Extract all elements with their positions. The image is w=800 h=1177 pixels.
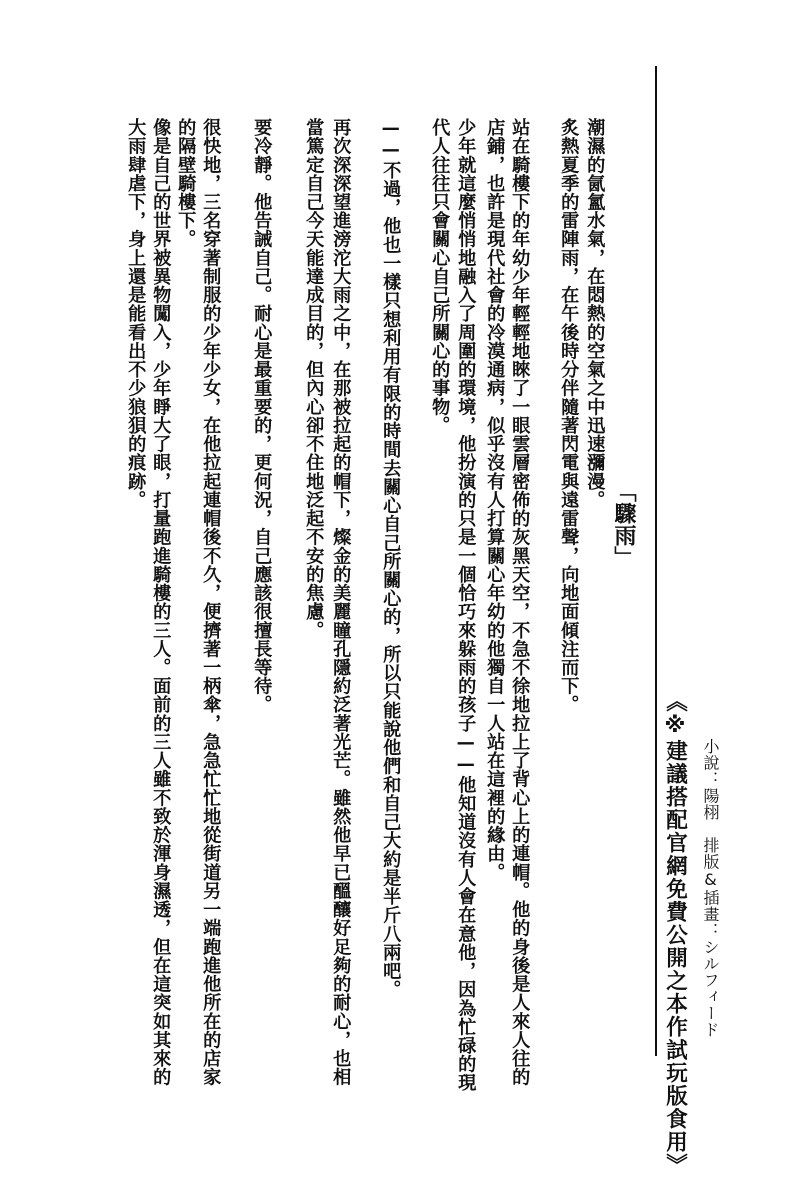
text-column: 像是自己的世界被異物闖入，少年睜大了眼，打量跑進騎樓的三人。面前的三人雖不致於渾身濕透，但在這突如其來的 — [150, 118, 172, 1087]
text-column: 炙熱夏季的雷陣雨，在午後時分伴隨著閃電與遠雷聲，向地面傾注而下。 — [558, 118, 580, 714]
text-column: 代人往往只會關心自己所關心的事物。 — [429, 118, 451, 435]
story-title: 「驟雨」 — [611, 480, 636, 568]
header-divider — [655, 66, 657, 1056]
text-column: 少年就這麼悄悄地融入了周圍的環境，他扮演的只是一個恰巧來躲雨的孩子——他知道沒有人會在意他，因為忙碌的現 — [455, 118, 477, 1092]
text-column: 當篤定自己今天能達成目的，但內心卻不住地泛起不安的焦慮。 — [303, 118, 325, 640]
text-column: 店鋪，也許是現代社會的冷漠通病，似乎沒有人打算關心年幼的他獨自一人站在這裡的緣由。 — [484, 118, 506, 882]
text-column: 的隔壁騎樓下。 — [175, 118, 197, 249]
text-column: 要冷靜。他告誡自己。耐心是最重要的，更何況，自己應該很擅長等待。 — [251, 118, 273, 714]
text-column: 站在騎樓下的年幼少年輕輕地睞了一眼雲層密佈的灰黑天空，不急不徐地拉上了背心上的連帽。他的身後是人來人往的 — [509, 118, 531, 1087]
text-column: 潮濕的氤氳水氣，在悶熱的空氣之中迅速瀰漫。 — [584, 118, 606, 510]
credits-line: 小說：陽栩 排版&插畫：シルフィード — [701, 738, 720, 1038]
text-column: 再次深深望進滂沱大雨之中，在那被拉起的帽下，燦金的美麗瞳孔隱約泛著光芒。雖然他早已醞釀好足夠的耐心，也相 — [330, 118, 352, 1087]
text-column: 大雨肆虐下，身上還是能看出不少狼狽的痕跡。 — [125, 118, 147, 510]
header-note: 《※建議搭配官網免費公開之本作試玩版食用》 — [662, 690, 688, 1177]
text-column: 很快地，三名穿著制服的少年少女，在他拉起連帽後不久，便擠著一柄傘，急急忙忙地從街道另一端跑進他所在的店家 — [200, 118, 222, 1087]
text-column: ——不過，他也一樣只想利用有限的時間去關心自己所關心的，所以只能說他們和自己大約是半斤八兩吧。 — [380, 118, 402, 999]
